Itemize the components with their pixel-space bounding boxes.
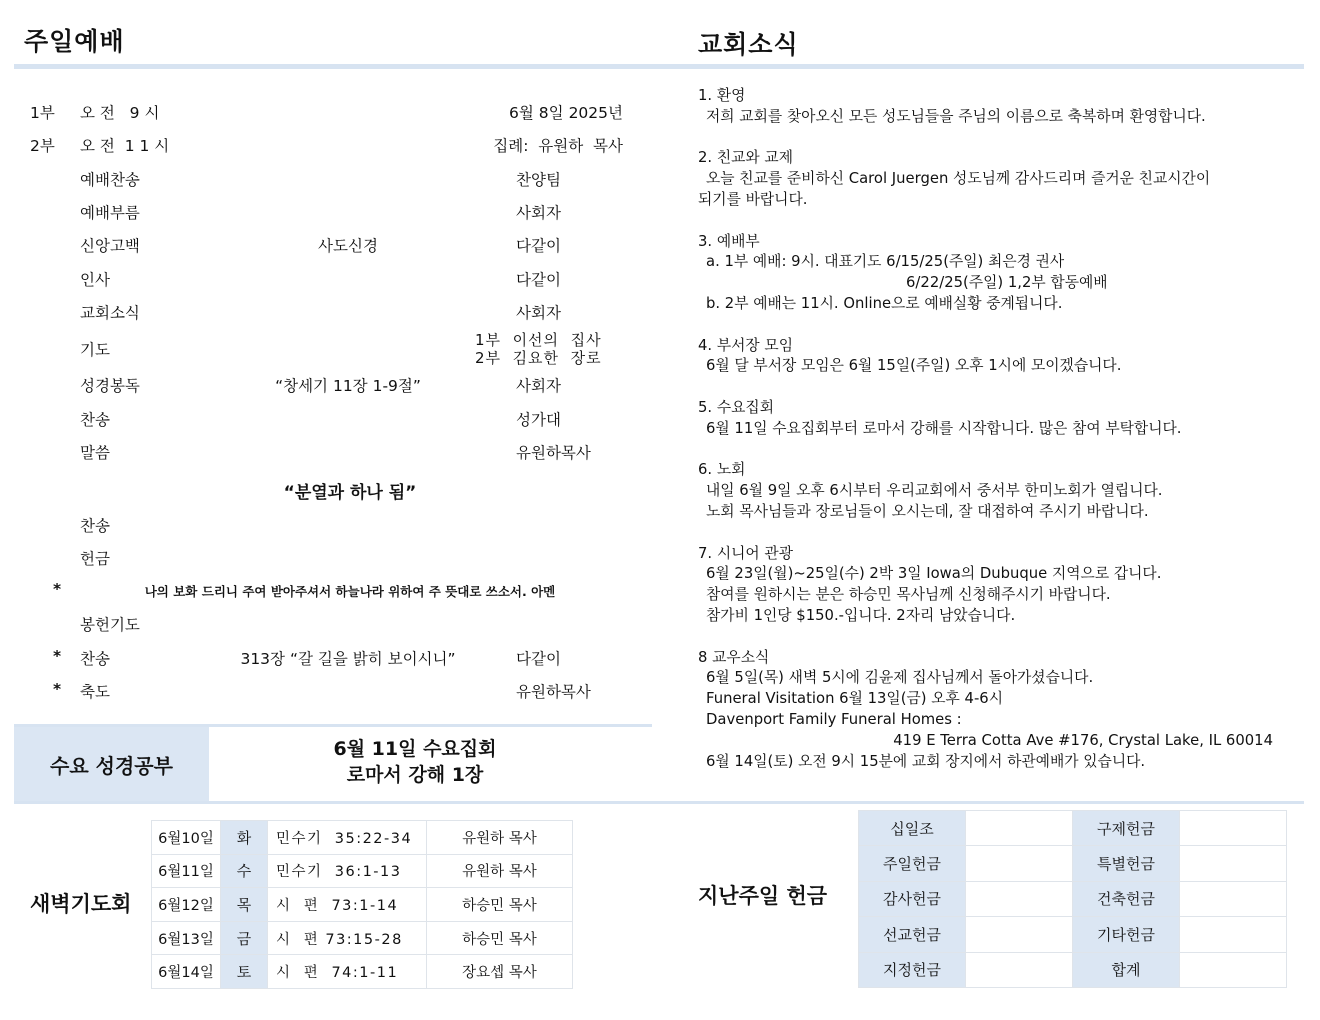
order-leader: 다같이 [516,237,561,255]
dawn-speaker: 하승민 목사 [427,921,573,955]
service-time: 오 전 1 1 시 [80,137,170,155]
order-row [0,613,660,639]
service-date: 6월 8일 2025년 [509,104,623,122]
dawn-prayer-title: 새벽기도회 [30,892,132,916]
offering-label: 지정헌금 [859,952,966,987]
news-line: 6월 5일(목) 새벽 5시에 김윤제 집사님께서 돌아가셨습니다. [706,669,1094,687]
offering-amount [966,952,1073,987]
news-item [698,86,1283,128]
dawn-day: 목 [221,888,268,922]
offering-amount [966,881,1073,916]
dawn-passage: 시 편 73:15-28 [268,921,427,955]
service-time: 오 전 9 시 [80,104,160,122]
offering-label: 구제헌금 [1073,811,1180,846]
order-leader: 유원하목사 [516,683,591,701]
news-line: b. 2부 예배는 11시. Online으로 예배실황 중계됩니다. [706,294,1063,312]
dawn-day: 금 [221,921,268,955]
offering-title: 지난주일 헌금 [698,884,828,908]
news-line: Funeral Visitation 6월 13일(금) 오후 4-6시 [706,690,1004,708]
offering-label: 주일헌금 [859,846,966,881]
order-leader: 유원하목사 [516,444,591,462]
news-line: 6/22/25(주일) 1,2부 합동예배 [906,274,1108,292]
news-title: 5. 수요집회 [698,398,774,416]
table-row [152,955,573,989]
order-item: 찬송 [80,411,110,429]
dawn-speaker: 하승민 목사 [427,888,573,922]
news-line: 6월 달 부서장 모임은 6월 15일(주일) 오후 1시에 모이겠습니다. [706,357,1122,375]
dawn-prayer-table [151,820,573,989]
news-line: 6월 14일(토) 오전 9시 15분에 교회 장지에서 하관예배가 있습니다. [706,752,1146,770]
order-item: 축도 [80,683,110,701]
order-row [0,547,660,573]
order-item: 기도 [80,341,110,359]
order-detail: 사도신경 [318,237,378,255]
order-row [0,441,660,467]
offering-prayer-text: 나의 보화 드리니 주여 받아주셔서 하늘나라 위하여 주 뜻대로 쓰소서. 아멘 [144,584,556,599]
dawn-day: 화 [221,821,268,855]
order-row [0,374,660,400]
order-item: 신앙고백 [80,237,140,255]
order-row [0,301,660,327]
order-item: 성경봉독 [80,377,140,395]
wednesday-line-1: 6월 11일 수요집회 [333,738,497,760]
dawn-day: 토 [221,955,268,989]
dawn-speaker: 장요셉 목사 [427,955,573,989]
worship-header: 주일예배 [24,27,125,56]
standing-mark: * [53,680,62,698]
news-line: 참가비 1인당 $150.-입니다. 2자리 남았습니다. [706,606,1016,624]
order-item: 봉헌기도 [80,616,140,634]
offering-amount [1180,811,1287,846]
news-line: 419 E Terra Cotta Ave #176, Crystal Lake, IL 60014 [893,731,1273,749]
news-title: 7. 시니어 관광 [698,544,793,562]
order-item: 말씀 [80,444,110,462]
table-row [152,888,573,922]
news-title: 3. 예배부 [698,232,760,250]
news-line: 내일 6월 9일 오후 6시부터 우리교회에서 중서부 한미노회가 열립니다. [706,482,1163,500]
news-header: 교회소식 [698,30,799,59]
table-row [859,811,1287,846]
order-row [0,234,660,260]
offering-label: 기타헌금 [1073,917,1180,952]
order-leader: 찬양팀 [516,171,561,189]
news-line: 노회 목사님들과 장로님들이 오시는데, 잘 대접하여 주시기 바랍니다. [706,502,1149,520]
order-item: 찬송 [80,517,110,535]
order-row [0,514,660,540]
table-row [859,881,1287,916]
news-line: 6월 23일(월)~25일(수) 2박 3일 Iowa의 Dubuque 지역으로 갑니다. [706,565,1162,583]
news-list [698,86,1283,793]
news-item [698,148,1283,210]
offering-label: 건축헌금 [1073,881,1180,916]
offering-label: 선교헌금 [859,917,966,952]
news-line: 참여를 원하시는 분은 하승민 목사님께 신청해주시기 바랍니다. [706,586,1111,604]
order-detail: 313장 “갈 길을 밝히 보이시니” [240,650,456,668]
order-leader: 다같이 [516,650,561,668]
news-line: 되기를 바랍니다. [698,190,808,208]
news-item [698,544,1283,627]
offering-label: 십일조 [859,811,966,846]
dawn-passage: 시 편 74:1-11 [268,955,427,989]
dawn-passage: 민수기 35:22-34 [268,821,427,855]
table-row [859,917,1287,952]
offering-table [858,810,1287,988]
order-leader: 다같이 [516,271,561,289]
service-row-1 [0,101,660,127]
news-item [698,336,1283,378]
news-title: 8 교우소식 [698,648,770,666]
order-item: 예배부름 [80,204,140,222]
order-row [0,408,660,434]
order-row [0,647,660,673]
wednesday-line-2: 로마서 강해 1장 [346,764,484,786]
wednesday-label: 수요 성경공부 [14,727,209,801]
order-item: 찬송 [80,650,110,668]
order-leader: 사회자 [516,204,561,222]
standing-mark: * [53,647,62,665]
offering-amount [966,846,1073,881]
presider: 집례: 유원하 목사 [493,137,623,155]
dawn-speaker: 유원하 목사 [427,821,573,855]
table-row [859,846,1287,881]
dawn-date: 6월14일 [152,955,221,989]
news-line: Davenport Family Funeral Homes : [706,710,962,728]
news-line: 6월 11일 수요집회부터 로마서 강해를 시작합니다. 많은 참여 부탁합니다. [706,419,1182,437]
news-line: a. 1부 예배: 9시. 대표기도 6/15/25(주일) 최은경 권사 [706,253,1065,271]
header-divider [14,64,1304,69]
order-item: 예배찬송 [80,171,140,189]
offering-amount [1180,846,1287,881]
table-row [152,821,573,855]
dawn-date: 6월10일 [152,821,221,855]
news-item [698,460,1283,522]
news-title: 2. 친교와 교제 [698,149,793,167]
table-row [152,921,573,955]
table-row [859,952,1287,987]
sermon-title: “분열과 하나 됨” [283,483,417,503]
order-item: 헌금 [80,550,110,568]
news-item [698,648,1283,773]
dawn-day: 수 [221,854,268,888]
offering-label: 감사헌금 [859,881,966,916]
news-line: 오늘 친교를 준비하신 Carol Juergen 성도님께 감사드리며 즐거운 친교시간이 [706,170,1211,188]
prayer-leader-1: 1부 이선의 집사 [475,331,602,349]
bottom-divider [14,801,1304,804]
news-item [698,398,1283,440]
dawn-date: 6월11일 [152,854,221,888]
news-line: 저희 교회를 찾아오신 모든 성도님들을 주님의 이름으로 축복하며 환영합니다. [706,107,1206,125]
news-title: 6. 노회 [698,461,746,479]
offering-amount [1180,952,1287,987]
order-row [0,168,660,194]
table-row [152,854,573,888]
prayer-leaders [0,347,660,373]
order-item: 인사 [80,271,110,289]
wednesday-content [210,736,620,788]
service-part: 2부 [30,137,55,155]
order-leader: 사회자 [516,377,561,395]
order-leader: 사회자 [516,304,561,322]
dawn-date: 6월12일 [152,888,221,922]
dawn-speaker: 유원하 목사 [427,854,573,888]
news-title: 4. 부서장 모임 [698,336,793,354]
order-row [0,680,660,706]
order-leader: 성가대 [516,411,561,429]
order-row [0,268,660,294]
order-row [0,201,660,227]
service-part: 1부 [30,104,55,122]
dawn-passage: 민수기 36:1-13 [268,854,427,888]
service-row-2 [0,134,660,160]
news-item [698,232,1283,315]
news-title: 1. 환영 [698,87,746,104]
offering-amount [1180,881,1287,916]
offering-label: 특별헌금 [1073,846,1180,881]
order-detail: “창세기 11장 1-9절” [275,377,421,395]
order-item: 교회소식 [80,304,140,322]
prayer-leader-2: 2부 김요한 장로 [475,349,602,367]
offering-amount [966,917,1073,952]
dawn-passage: 시 편 73:1-14 [268,888,427,922]
dawn-date: 6월13일 [152,921,221,955]
offering-label: 합계 [1073,952,1180,987]
standing-mark: * [53,580,62,598]
offering-amount [966,811,1073,846]
offering-amount [1180,917,1287,952]
